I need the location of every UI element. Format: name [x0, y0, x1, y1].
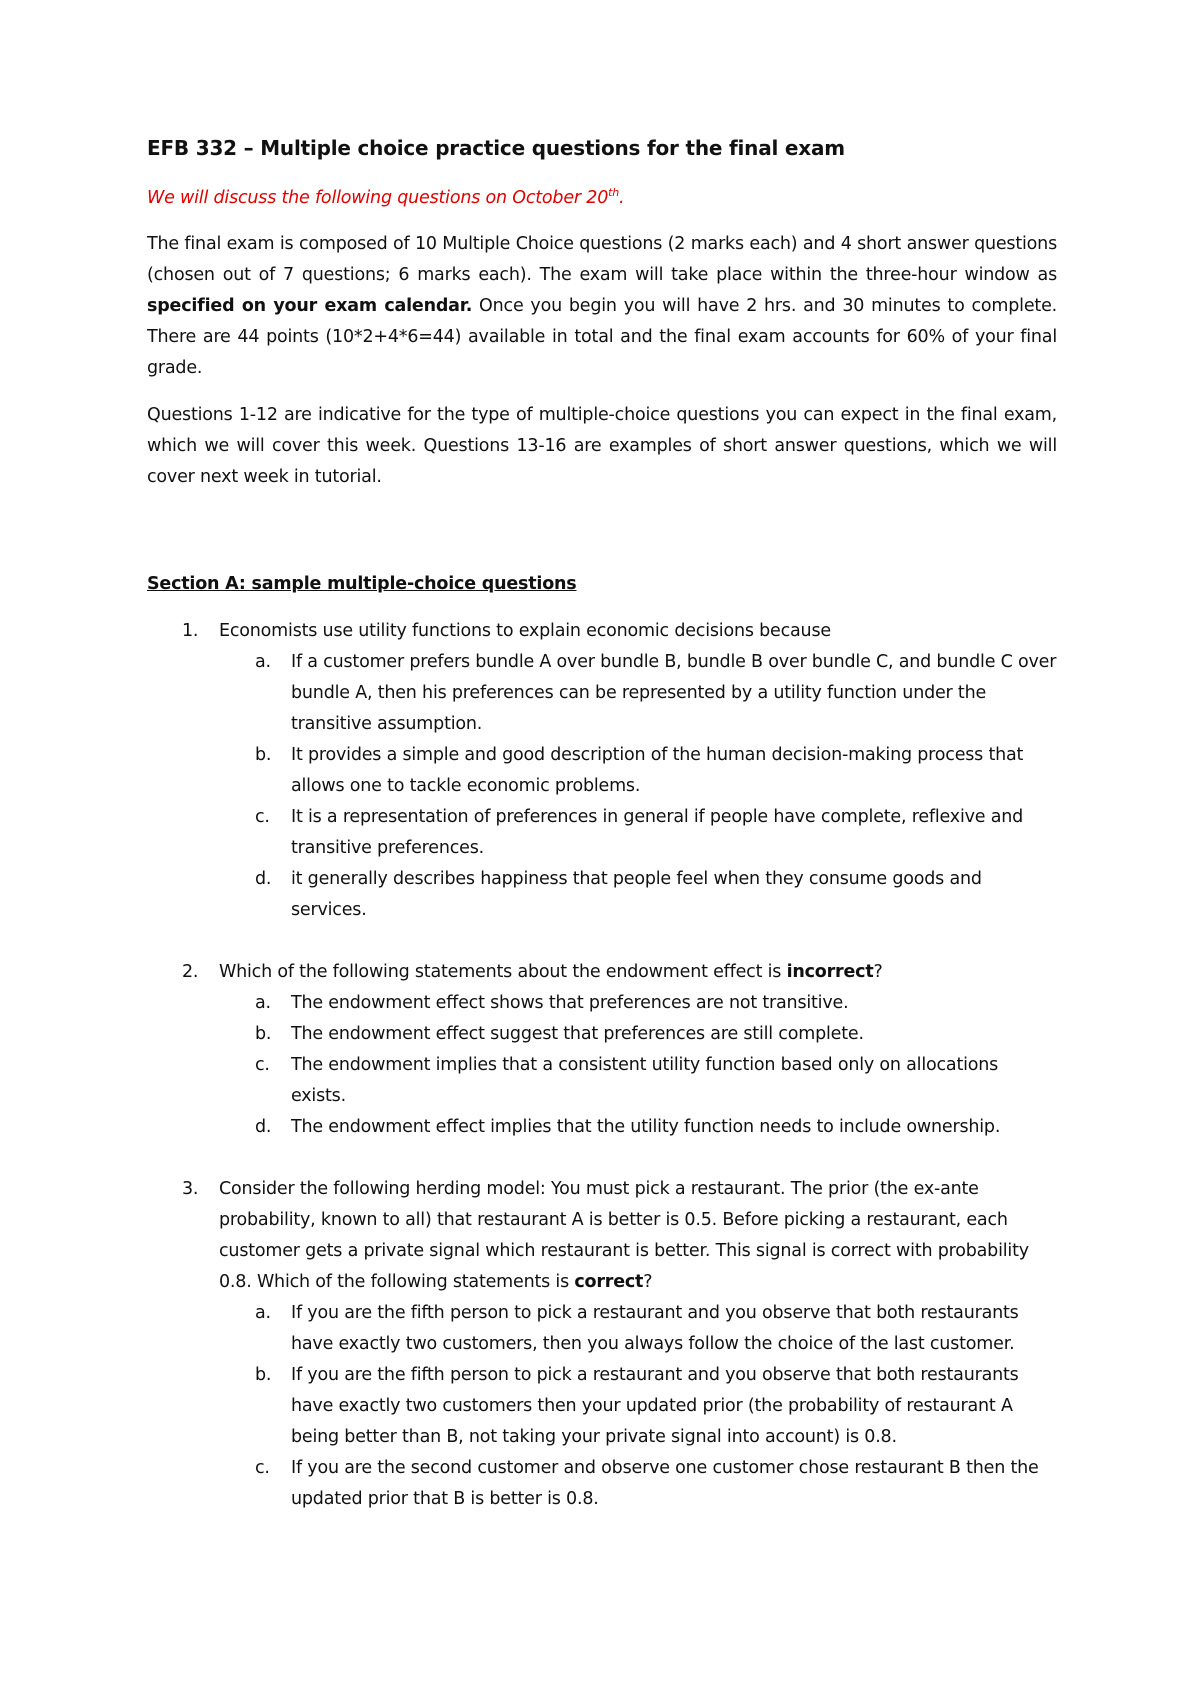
option-letter: c.: [255, 1458, 270, 1478]
answer-option: [219, 1112, 1057, 1143]
exam-format-text-a: The final exam is composed of 10 Multiple Choice questions (2 marks each) and 4 short answer questions (chosen out of 7 questions; 6 marks each). The exam will take place within the three-hour window as: [147, 234, 1057, 285]
answer-options: [219, 988, 1057, 1143]
exam-format-bold: specified on your exam calendar.: [147, 296, 473, 316]
question-text: [219, 957, 1057, 988]
option-letter: a.: [255, 993, 271, 1013]
exam-format-text-b: Once you begin you will have 2 hrs. and 30 minutes to complete. There are 44 points (10*2+4*6=44) available in total and the final exam accounts for 60% of your final grade.: [147, 296, 1058, 378]
question-text-a: Consider the following herding model: You must pick a restaurant. The prior (the ex-ante probability, known to all) that restaurant A is better is 0.5. Before picking a restaurant, each customer gets a private signal which restaurant is better. This signal is correct with probability 0.8. Which of the following statements is: [219, 1179, 1029, 1292]
answer-option: [219, 1019, 1057, 1050]
question-number: 3.: [182, 1179, 199, 1199]
notice-end: .: [619, 188, 625, 208]
option-text: The endowment implies that a consistent utility function based only on allocations exists.: [291, 1055, 999, 1106]
document-title: EFB 332 – Multiple choice practice questions for the final exam: [147, 136, 845, 160]
option-letter: d.: [255, 1117, 272, 1137]
answer-option: [219, 802, 1057, 864]
question-number: 1.: [182, 621, 199, 641]
question-text-b: ?: [643, 1272, 653, 1292]
option-text: It provides a simple and good description of the human decision-making process that allows one to tackle economic problems.: [291, 745, 1024, 796]
option-letter: b.: [255, 1365, 272, 1385]
option-letter: a.: [255, 652, 271, 672]
option-text: If you are the fifth person to pick a restaurant and you observe that both restaurants have exactly two customers, then you always follow the choice of the last customer.: [291, 1303, 1019, 1354]
answer-options: [219, 1298, 1057, 1515]
option-text: The endowment effect implies that the utility function needs to include ownership.: [291, 1117, 1001, 1137]
answer-option: [219, 864, 1057, 926]
question-overview-paragraph: Questions 1-12 are indicative for the type of multiple-choice questions you can expect in the final exam, which we will cover this week. Questions 13-16 are examples of short answer questions, which we will cover next week in tutorial.: [147, 405, 1057, 487]
option-letter: c.: [255, 807, 270, 827]
question-text-b: ?: [873, 962, 883, 982]
option-letter: b.: [255, 745, 272, 765]
option-text: It is a representation of preferences in general if people have complete, reflexive and transitive preferences.: [291, 807, 1024, 858]
answer-options: [219, 647, 1057, 926]
option-text: The endowment effect shows that preferences are not transitive.: [291, 993, 849, 1013]
spacer: [147, 509, 1057, 569]
question: [147, 616, 1057, 926]
option-text: it generally describes happiness that people feel when they consume goods and services.: [291, 869, 982, 920]
option-text: If you are the fifth person to pick a restaurant and you observe that both restaurants have exactly two customers then your updated prior (the probability of restaurant A being better than B, not taking your private signal into account) is 0.8.: [291, 1365, 1019, 1447]
option-letter: c.: [255, 1055, 270, 1075]
option-letter: b.: [255, 1024, 272, 1044]
question: [147, 957, 1057, 1143]
question-text-a: Economists use utility functions to explain economic decisions because: [219, 621, 831, 641]
question-text-bold: correct: [574, 1272, 644, 1292]
question-text-bold: incorrect: [786, 962, 874, 982]
answer-option: [219, 1050, 1057, 1112]
document-page: [147, 133, 1057, 1546]
option-text: If you are the second customer and observe one customer chose restaurant B then the updated prior that B is better is 0.8.: [291, 1458, 1039, 1509]
section-title: Section A: sample multiple-choice questions: [147, 574, 577, 594]
question-text: [219, 1174, 1057, 1298]
answer-option: [219, 1298, 1057, 1360]
notice-text: We will discuss the following questions on October 20: [147, 188, 609, 208]
answer-option: [219, 647, 1057, 740]
discussion-notice: [147, 183, 1057, 214]
question-text: [219, 616, 1057, 647]
option-letter: d.: [255, 869, 272, 889]
question-text-a: Which of the following statements about the endowment effect is: [219, 962, 787, 982]
answer-option: [219, 1360, 1057, 1453]
answer-option: [219, 1453, 1057, 1515]
answer-option: [219, 740, 1057, 802]
question: [147, 1174, 1057, 1515]
question-number: 2.: [182, 962, 199, 982]
option-text: The endowment effect suggest that preferences are still complete.: [291, 1024, 864, 1044]
option-letter: a.: [255, 1303, 271, 1323]
exam-format-paragraph: [147, 229, 1057, 384]
answer-option: [219, 988, 1057, 1019]
option-text: If a customer prefers bundle A over bundle B, bundle B over bundle C, and bundle C over bundle A, then his preferences can be represented by a utility function under the transitive assumption.: [291, 652, 1057, 734]
notice-superscript: th: [608, 186, 620, 200]
